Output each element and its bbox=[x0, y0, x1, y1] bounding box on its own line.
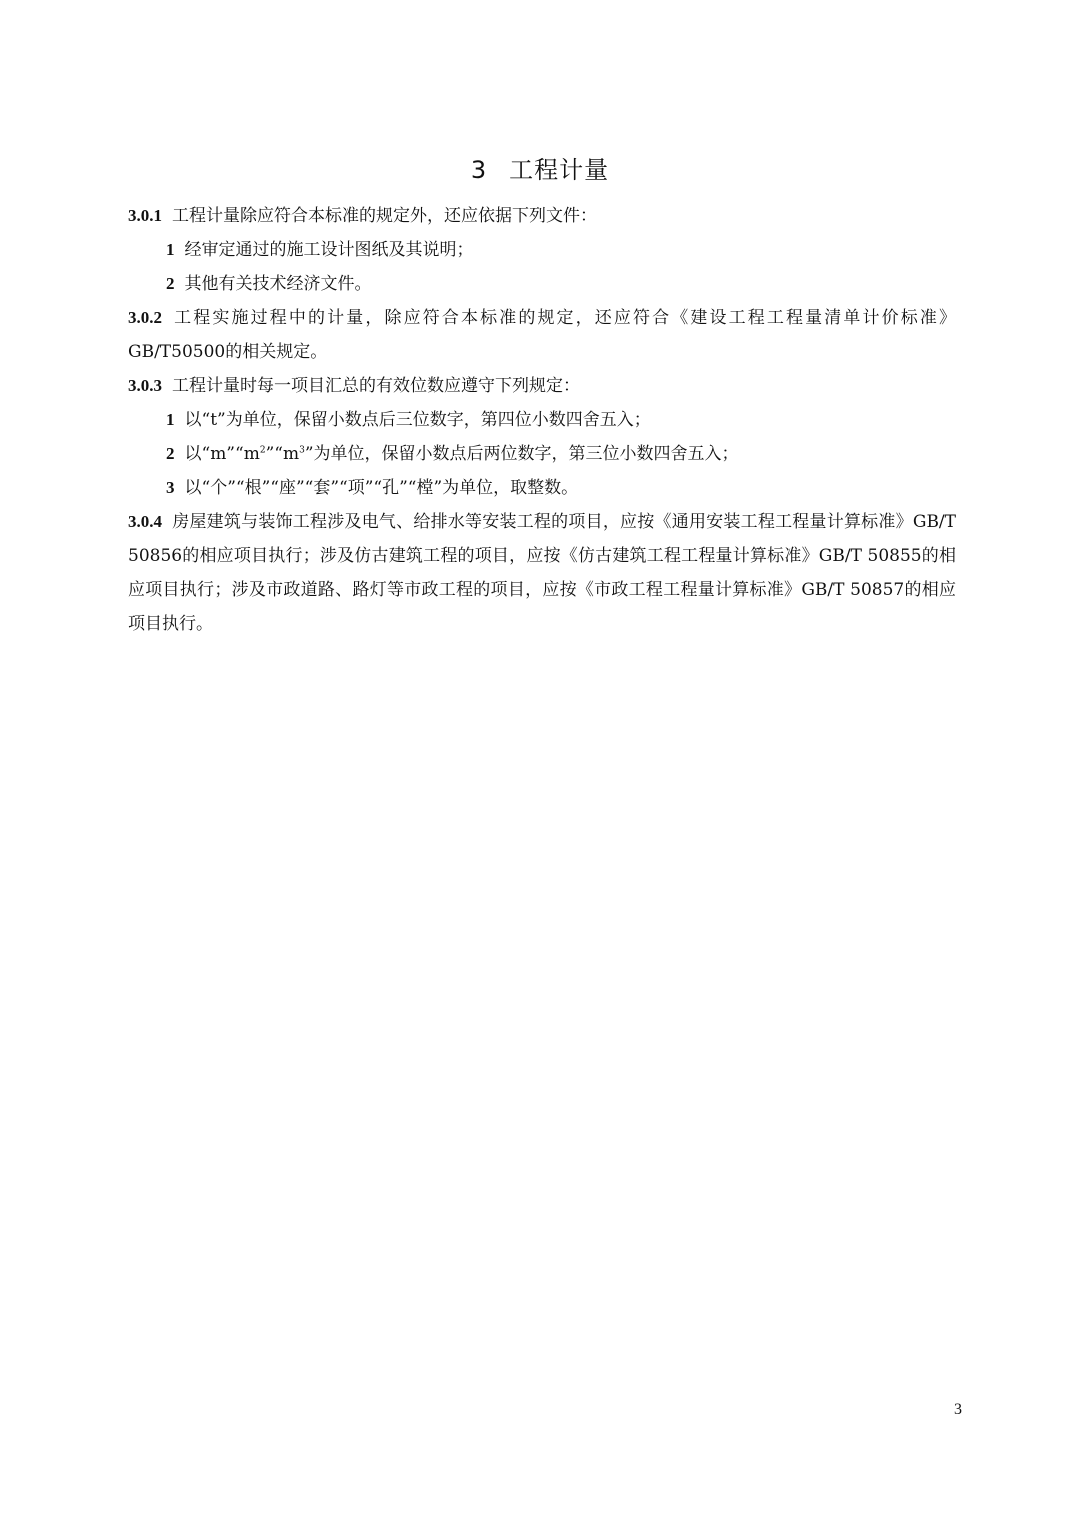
list-item bbox=[128, 437, 956, 471]
superscript: 3 bbox=[299, 445, 305, 456]
clause-number: 3.0.1 bbox=[128, 206, 162, 225]
item-text-pre: 以“m”“m bbox=[184, 444, 260, 464]
page-number: 3 bbox=[954, 1401, 962, 1418]
list-item bbox=[128, 471, 956, 505]
item-number: 1 bbox=[166, 240, 175, 259]
chapter-number: 3 bbox=[470, 156, 488, 184]
clause-number: 3.0.4 bbox=[128, 512, 162, 531]
document-body bbox=[128, 199, 956, 641]
list-item bbox=[128, 233, 956, 267]
item-number: 2 bbox=[166, 274, 175, 293]
item-text: 经审定通过的施工设计图纸及其说明； bbox=[184, 240, 474, 260]
clause-3-0-2 bbox=[128, 301, 956, 369]
item-text: 以“个”“根”“座”“套”“项”“孔”“樘”为单位，取整数。 bbox=[184, 478, 579, 498]
clause-text: 工程计量时每一项目汇总的有效位数应遵守下列规定： bbox=[172, 376, 580, 396]
list-item bbox=[128, 403, 956, 437]
clause-3-0-1 bbox=[128, 199, 956, 233]
clause-number: 3.0.3 bbox=[128, 376, 162, 395]
clause-3-0-4 bbox=[128, 505, 956, 641]
item-text: 其他有关技术经济文件。 bbox=[184, 274, 372, 294]
chapter-title-text: 工程计量 bbox=[509, 156, 610, 184]
item-text-mid: ”“m bbox=[265, 444, 300, 464]
list-item bbox=[128, 267, 956, 301]
clause-text: 工程实施过程中的计量，除应符合本标准的规定，还应符合《建设工程工程量清单计价标准》GB/T50500的相关规定。 bbox=[128, 308, 956, 362]
chapter-title bbox=[0, 153, 1080, 187]
item-number: 1 bbox=[166, 410, 175, 429]
item-text-post: ”为单位，保留小数点后两位数字，第三位小数四舍五入； bbox=[304, 444, 739, 464]
item-number: 3 bbox=[166, 478, 175, 497]
item-text: 以“t”为单位，保留小数点后三位数字，第四位小数四舍五入； bbox=[184, 410, 651, 430]
item-number: 2 bbox=[166, 444, 175, 463]
clause-text: 房屋建筑与装饰工程涉及电气、给排水等安装工程的项目，应按《通用安装工程工程量计算标准》GB/T 50856的相应项目执行；涉及仿古建筑工程的项目，应按《仿古建筑工程工程量计算标准》GB/T 50855的相应项目执行；涉及市政道路、路灯等市政工程的项目，应按《市政工程工程量计算标准》GB/T 50857的相应项目执行。 bbox=[128, 512, 956, 634]
clause-text: 工程计量除应符合本标准的规定外，还应依据下列文件： bbox=[172, 206, 597, 226]
clause-3-0-3 bbox=[128, 369, 956, 403]
superscript: 2 bbox=[259, 445, 266, 456]
clause-number: 3.0.2 bbox=[128, 308, 162, 327]
